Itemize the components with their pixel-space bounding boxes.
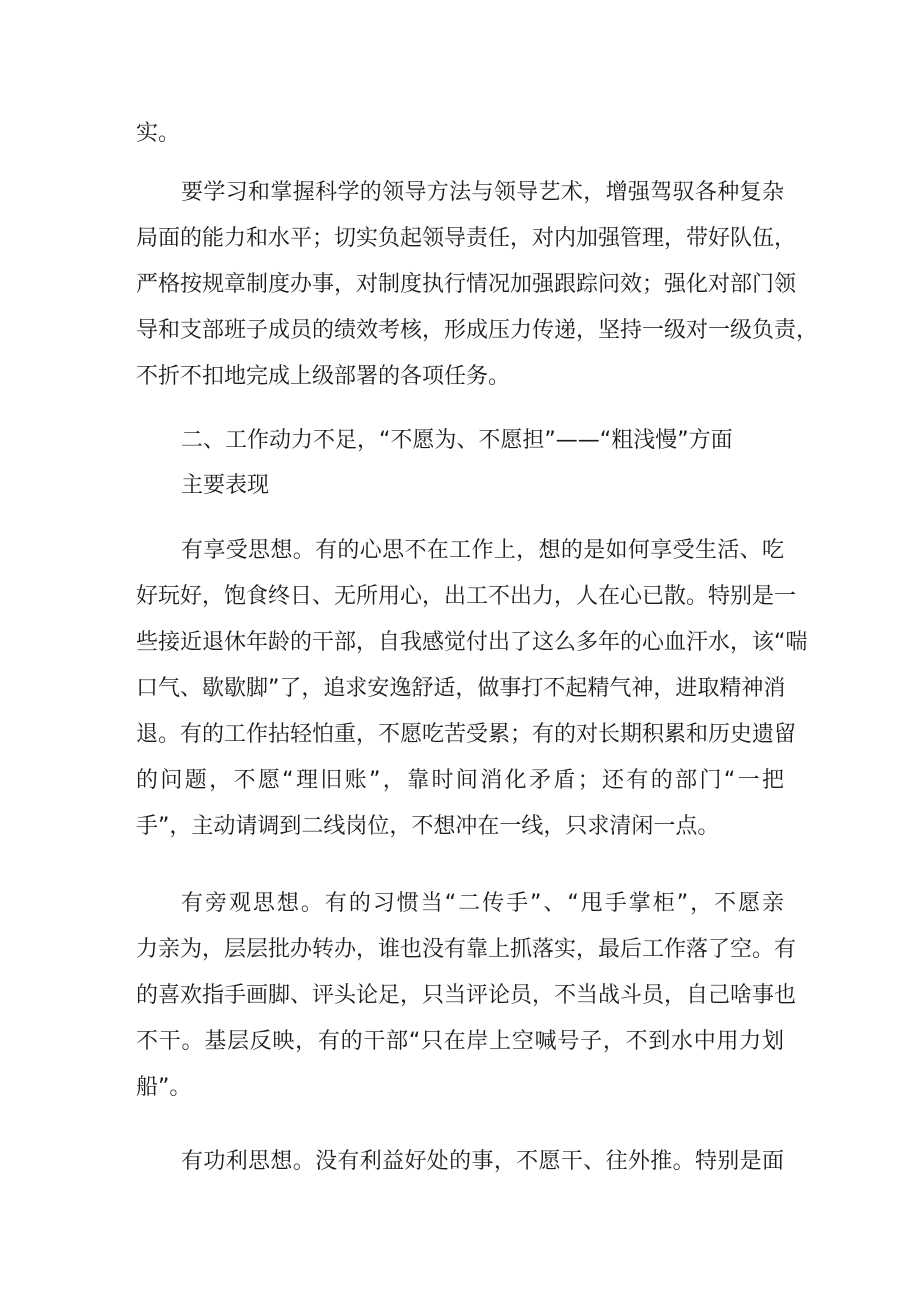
text-line: 口气、歇歇脚”了，追求安逸舒适，做事打不起精气神，进取精神消 [136,676,786,701]
text-line: 些接近退休年龄的干部，自我感觉付出了这么多年的心血汗水，该“喘 [136,630,808,655]
text-line: 不干。基层反映，有的干部“只在岸上空喊号子，不到水中用力划 [136,1029,784,1054]
text-line: 船”。 [136,1075,192,1100]
text-line: 的喜欢指手画脚、评头论足，只当评论员，不当战斗员，自己啥事也 [136,983,797,1008]
text-line: 导和支部班子成员的绩效考核，形成压力传递，坚持一级对一级负责， [136,318,819,343]
text-line: 好玩好，饱食终日、无所用心，出工不出力，人在心已散。特别是一 [136,584,797,609]
text-line: 不折不扣地完成上级部署的各项任务。 [136,364,511,389]
text-line: 要学习和掌握科学的领导方法与领导艺术，增强驾驭各种复杂 [181,180,784,205]
section-heading: 二、工作动力不足，“不愿为、不愿担”——“粗浅慢”方面 [181,428,733,453]
text-line: 有旁观思想。有的习惯当“二传手”、“甩手掌柜”，不愿亲 [181,891,784,916]
text-line: 的问题，不愿“理旧账”，靠时间消化矛盾；还有的部门“一把 [136,768,784,793]
text-line: 手”，主动请调到二线岗位，不想冲在一线，只求清闲一点。 [136,814,720,839]
text-line: 严格按规章制度办事，对制度执行情况加强跟踪问效；强化对部门领 [136,272,797,297]
section-heading: 主要表现 [181,473,270,498]
text-line: 实。 [136,121,181,146]
text-line: 有功利思想。没有利益好处的事，不愿干、往外推。特别是面 [181,1149,784,1174]
text-line: 有享受思想。有的心思不在工作上，想的是如何享受生活、吃 [181,538,784,563]
text-line: 退。有的工作拈轻怕重，不愿吃苦受累；有的对长期积累和历史遗留 [136,722,797,747]
text-line: 局面的能力和水平；切实负起领导责任，对内加强管理，带好队伍， [136,226,797,251]
text-line: 力亲为，层层批办转办，谁也没有靠上抓落实，最后工作落了空。有 [136,937,797,962]
